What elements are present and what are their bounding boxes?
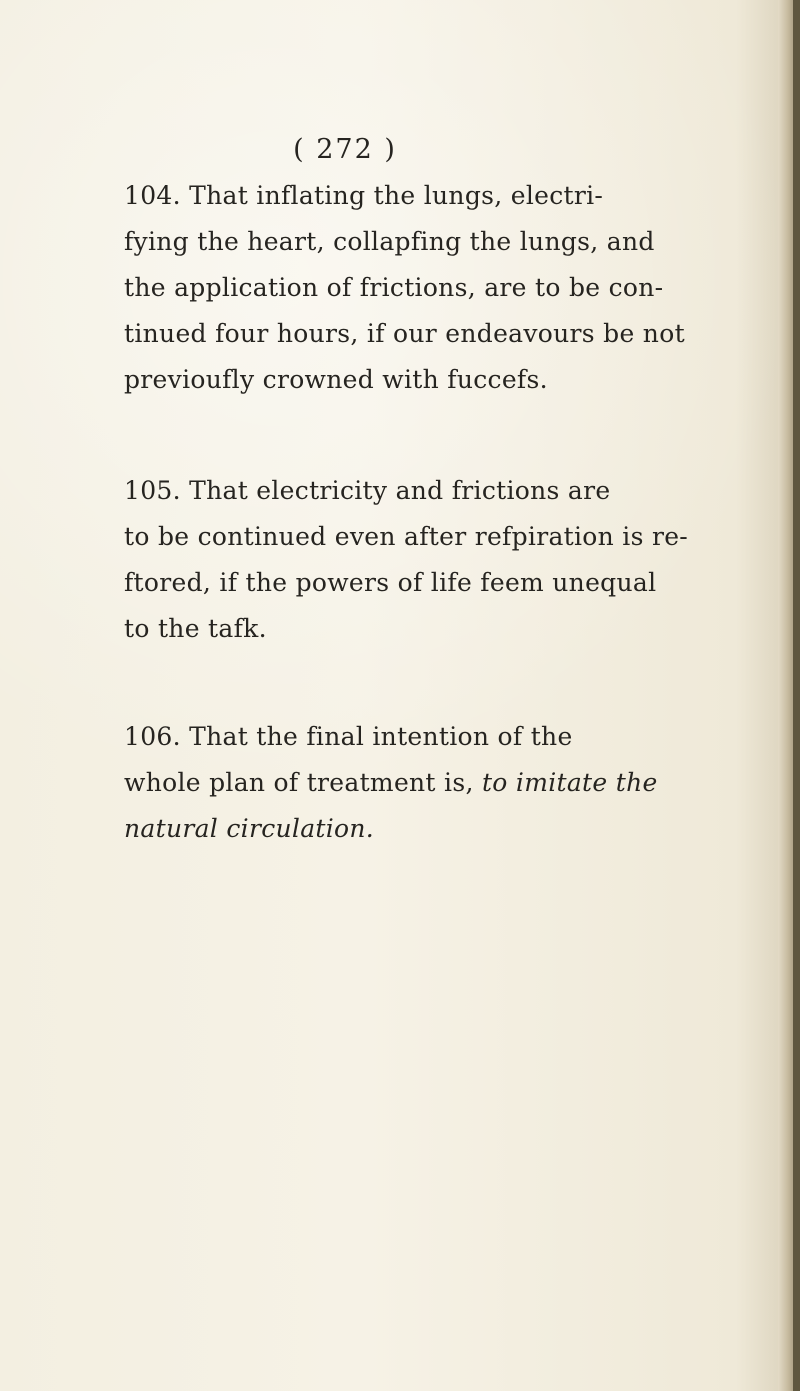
paragraph-106-line-2-italic-text: to imitate the (481, 768, 658, 797)
paragraph-106-line-2-plain-text: whole plan of treatment is, (124, 768, 482, 797)
paragraph-105 (124, 468, 689, 652)
paragraph-104-line-1: 104. That inflating the lungs, electri- (124, 181, 604, 210)
paragraph-106-line-1: 106. That the final intention of the (124, 722, 573, 751)
paragraph-106 (124, 714, 672, 852)
paragraph-106-line-2 (124, 760, 672, 806)
paragraph-105-line-2: to be continued even after refpiration is re- (124, 522, 689, 551)
page-binding-edge (778, 0, 800, 1391)
paragraph-104-line-4: tinued four hours, if our endeavours be not (124, 319, 685, 348)
paragraph-104-line-2: fying the heart, collapfing the lungs, and (124, 227, 655, 256)
paragraph-104-line-3: the application of frictions, are to be con- (124, 273, 664, 302)
paragraph-104 (124, 173, 685, 403)
page-number: ( 272 ) (293, 134, 397, 165)
paragraph-104-line-5: previoufly crowned with fuccefs. (124, 365, 548, 394)
paragraph-106-line-3: natural circulation. (124, 814, 375, 843)
paragraph-105-line-4: to the tafk. (124, 614, 267, 643)
paragraph-105-line-3: ftored, if the powers of life feem unequal (124, 568, 657, 597)
paragraph-105-line-1: 105. That electricity and frictions are (124, 476, 611, 505)
